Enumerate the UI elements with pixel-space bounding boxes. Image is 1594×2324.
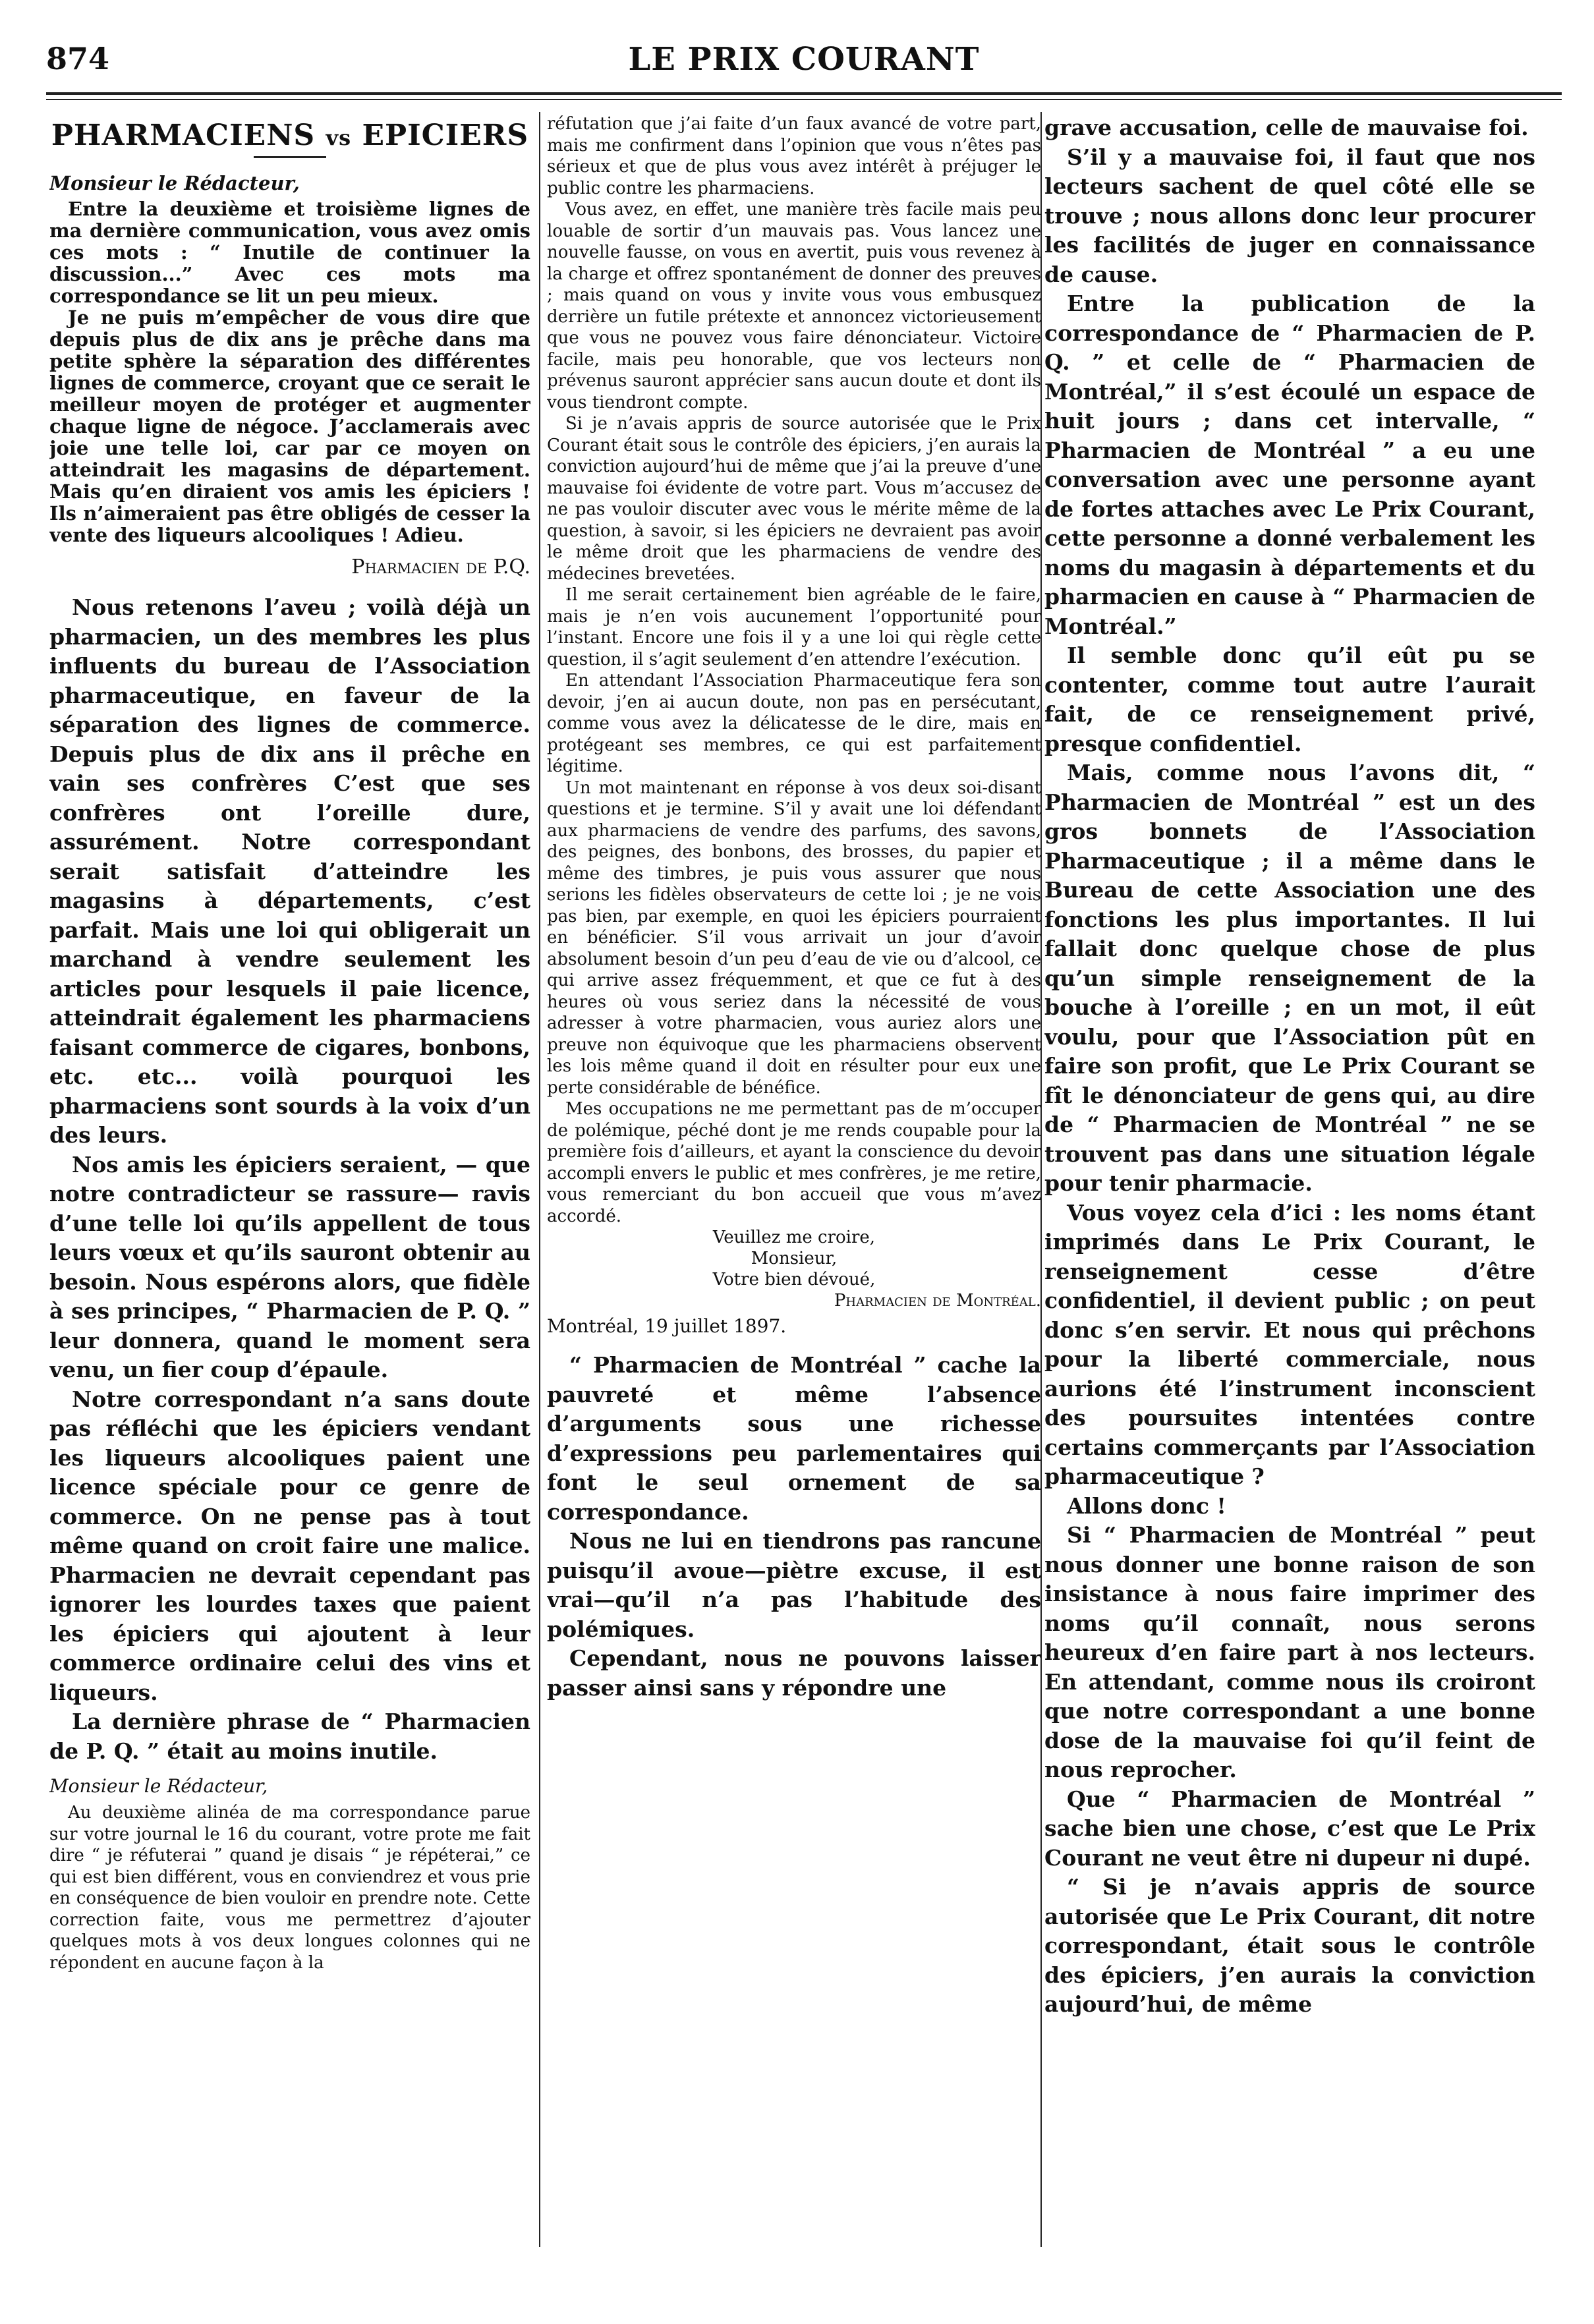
closing-line: Veuillez me croire, (712, 1228, 876, 1247)
letter-paragraph: Si je n’avais appris de source autorisée que le Prix Courant était sous le contrôle des épiciers, j’en aurais la conviction aujourd’hui de même que j’ai la preuve d’une mauvaise foi évidente de votre part. Vous m’accusez de ne pas vouloir discuter avec vous le mérite même de la question, à savoir, si les épiciers ne devraient pas avoir le même droit que les pharmaciens de vendre des médecines brevetées. (547, 414, 1041, 584)
article-headline (49, 119, 530, 152)
letter-paragraph: Il me serait certainement bien agréable de le faire, mais je n’en vois aucunement l’opportunité pour l’instant. Encore une fois il y a une loi qui règle cette question, il s’agit seulement d’en attendre l’exécution. (547, 585, 1041, 669)
letter-signature: Pharmacien de Montréal. (834, 1291, 1041, 1311)
closing-line: Votre bien dévoué, (712, 1270, 876, 1290)
closing-line: Monsieur, (751, 1249, 838, 1268)
body-paragraph: Vous voyez cela d’ici : les noms étant imprimés dans Le Prix Courant, le renseignement cesse d’être confidentiel, il devient public ; on peut donc s’en servir. Et nous qui prêchons pour la liberté commerciale, nous aurions été l’instrument inconscient des poursuites intentées contre certains commerçants par l’Association pharmaceutique ? (1044, 1199, 1535, 1489)
letter-closing (547, 1227, 1041, 1290)
letter-salutation: Monsieur le Rédacteur, (49, 1775, 268, 1797)
column-1 (49, 113, 530, 2248)
page-number: 874 (46, 41, 110, 76)
editorial-response-continued (1044, 113, 1535, 2020)
header-rule (46, 92, 1562, 95)
editorial-reply (49, 593, 530, 1766)
column-2 (547, 113, 1041, 2248)
body-paragraph: grave accusation, celle de mauvaise foi. (1044, 115, 1529, 140)
body-paragraph: Que “ Pharmacien de Montréal ” sache bien une chose, c’est que Le Prix Courant ne veut être ni dupeur ni dupé. (1044, 1786, 1535, 1871)
headline-right: EPICIERS (362, 119, 529, 152)
body-paragraph: Si “ Pharmacien de Montréal ” peut nous donner une bonne raison de son insistance à nous faire imprimer des noms qu’il connaît, nous serons heureux d’en faire part à nos lecteurs. En attendant, comme nous ils croiront que notre correspondant a une bonne dose de la mauvaise foi qu’il feint de nous reprocher. (1044, 1522, 1535, 1782)
body-paragraph: “ Pharmacien de Montréal ” cache la pauvreté et même l’absence d’arguments sous une richesse d’expressions peu parlementaires qui font le seul ornement de sa correspondance. (547, 1352, 1041, 1525)
column-3 (1044, 113, 1535, 2248)
headline-vs: vs (326, 125, 352, 150)
body-paragraph: Nos amis les épiciers seraient, — que notre contradicteur se rassure— ravis d’une telle loi qu’ils appellent de tous leurs vœux et qu’ils sauront obtenir au besoin. Nous espérons alors, que fidèle à ses principes, “ Pharmacien de P. Q. ” leur donnera, quand le moment sera venu, un fier coup d’épaule. (49, 1151, 530, 1382)
letter-paragraph: En attendant l’Association Pharmaceutique fera son devoir, j’en ai aucun doute, non pas en persécutant, comme vous avez la délicatesse de le dire, mais en protégeant ses membres, ce qui est parfaitement légitime. (547, 671, 1041, 776)
body-paragraph: Cependant, nous ne pouvons laisser passer ainsi sans y répondre une (547, 1645, 1041, 1701)
letter-signature: Pharmacien de P.Q. (351, 555, 530, 579)
journal-title: LE PRIX COURANT (628, 41, 980, 78)
letter-pharmacien-pq (49, 173, 530, 546)
body-paragraph: Nous ne lui en tiendrons pas rancune puisqu’il avoue—piètre excuse, il est vrai—qu’il n’a pas l’habitude des polémiques. (547, 1528, 1041, 1642)
letter-salutation: Monsieur le Rédacteur, (49, 172, 300, 194)
body-paragraph: “ Si je n’avais appris de source autorisée que Le Prix Courant, dit notre correspondant, était sous le contrôle des épiciers, j’en aurais la conviction aujourd’hui, de même (1044, 1874, 1535, 2017)
body-paragraph: Mais, comme nous l’avons dit, “ Pharmacien de Montréal ” est un des gros bonnets de l’Association Pharmaceutique ; il a même dans le Bureau de cette Association une des fonctions les plus importantes. Il lui fallait donc quelque chose de plus qu’un simple renseignement de la bouche à l’oreille ; en un mot, il eût voulu, pour que l’Association pût en faire son profit, que Le Prix Courant se fît le dénonciateur de gens qui, au dire de “ Pharmacien de Montréal ” ne se trouvent pas dans une situation légale pour tenir pharmacie. (1044, 760, 1535, 1196)
body-paragraph: S’il y a mauvaise foi, il faut que nos lecteurs sachent de quel côté elle se trouve ; nous allons donc leur procurer les facilités de juger en connaissance de cause. (1044, 144, 1535, 287)
body-paragraph: Entre la publication de la correspondance de “ Pharmacien de P. Q. ” et celle de “ Pharmacien de Montréal,” il s’est écoulé un espace de huit jours ; dans cet intervalle, “ Pharmacien de Montréal ” a eu une conversation avec une personne ayant de fortes attaches avec Le Prix Courant, cette personne a donné verbalement les noms du magasin à départements et du pharmacien en cause à “ Pharmacien de Montréal.” (1044, 291, 1535, 639)
column-divider (539, 112, 540, 2247)
letter-paragraph: Entre la deuxième et troisième lignes de ma dernière communication, vous avez omis ces mots : “ Inutile de continuer la discussion...” Avec ces mots ma correspondance se lit un peu mieux. (49, 198, 530, 307)
page-header (46, 41, 1562, 87)
body-paragraph: La dernière phrase de “ Pharmacien de P. Q. ” était au moins inutile. (49, 1709, 530, 1764)
letter-pharmacien-montreal-part1 (49, 1802, 530, 1973)
letter-paragraph: Mes occupations ne me permettant pas de m’occuper de polémique, péché dont je me rends coupable pour la première fois d’ailleurs, et ayant la conscience du devoir accompli envers le public et mes confrères, je me retire, vous remerciant du bon accueil que vous m’avez accordé. (547, 1099, 1041, 1226)
letter-pharmacien-montreal-part2 (547, 113, 1041, 1227)
body-paragraph: Nous retenons l’aveu ; voilà déjà un pharmacien, un des membres les plus influents du bureau de l’Association pharmaceutique, en faveur de la séparation des lignes de commerce. Depuis plus de dix ans il prêche en vain ses confrères C’est que ses confrères ont l’oreille dure, assurément. Notre correspondant serait satisfait d’atteindre les magasins à départements, c’est parfait. Mais une loi qui obligerait un marchand à vendre seulement les articles pour lesquels il paie licence, atteindrait également les pharmaciens faisant commerce de cigares, bonbons, etc. etc... voilà pourquoi les pharmaciens sont sourds à la voix d’un des leurs. (49, 594, 530, 1148)
editorial-response (547, 1351, 1041, 1703)
letter-paragraph: Je ne puis m’empêcher de vous dire que depuis plus de dix ans je prêche dans ma petite sphère la séparation des différentes lignes de commerce, croyant que ce serait le meilleur moyen de protéger et augmenter chaque ligne de négoce. J’acclamerais avec joie une telle loi, car par ce moyen on atteindrait les magasins de département. Mais qu’en diraient vos amis les épiciers ! Ils n’aimeraient pas être obligés de cesser la vente des liqueurs alcooliques ! Adieu. (49, 306, 530, 546)
headline-rule (254, 156, 326, 158)
letter-paragraph: Un mot maintenant en réponse à vos deux soi-disant questions et je termine. S’il y avait une loi défendant aux pharmaciens de vendre des parfums, des savons, des peignes, des bonbons, des brosses, du papier et même des timbres, je puis vous assurer que nous serions les fidèles observateurs de cette loi ; je ne vois pas bien, par exemple, en quoi les épiciers pourraient en bénéficier. S’il vous arrivait un jour d’avoir absolument besoin d’un peu d’eau de vie ou d’alcool, ce qui arrive assez fréquemment, et que ce fut à des heures où vous seriez dans la nécessité de vous adresser à votre pharmacien, vous auriez alors une preuve non équivoque que les pharmaciens observent les lois même quand il doit en résulter pour eux une perte considérable de bénéfice. (547, 778, 1041, 1098)
letter-dateline: Montréal, 19 juillet 1897. (547, 1315, 787, 1337)
letter-paragraph: réfutation que j’ai faite d’un faux avancé de votre part, mais me confirment dans l’opinion que vous n’êtes pas sérieux et que de plus vous avez intérêt à préjuger le public contre les pharmaciens. (547, 114, 1041, 198)
body-paragraph: Il semble donc qu’il eût pu se contenter, comme tout autre l’aurait fait, de ce renseignement privé, presque confidentiel. (1044, 642, 1535, 756)
body-paragraph: Notre correspondant n’a sans doute pas réfléchi que les épiciers vendant les liqueurs alcooliques paient une licence spéciale pour ce genre de commerce. On ne pense pas à tout même quand on croit faire une malice. Pharmacien ne devrait cependant pas ignorer les lourdes taxes que paient les épiciers qui ajoutent à leur commerce ordinaire celui des vins et liqueurs. (49, 1386, 530, 1705)
letter-paragraph: Au deuxième alinéa de ma correspondance parue sur votre journal le 16 du courant, votre prote me fait dire “ je réfuterai ” quand je disais “ je répéterai,” ce qui est bien différent, vous en conviendrez et vous prie en conséquence de bien vouloir en prendre note. Cette correction faite, vous me permettrez d’ajouter quelques mots à vos deux longues colonnes qui ne répondent en aucune façon à la (49, 1803, 530, 1973)
body-paragraph: Allons donc ! (1067, 1492, 1226, 1519)
header-rule-thin (46, 99, 1562, 100)
letter-paragraph: Vous avez, en effet, une manière très facile mais peu louable de sortir d’un mauvais pas. Vous lancez une nouvelle fausse, on vous en avertit, puis vous revenez à la charge et offrez spontanément de donner des preuves ; mais quand on vous y invite vous vous embusquez derrière un futile prétexte et annoncez victorieusement que vous ne pouvez vous faire dénonciateur. Victoire facile, mais peu honorable, que vos lecteurs non prévenus sauront apprécier sans aucun doute et dont ils vous tiendront compte. (547, 200, 1041, 412)
headline-left: PHARMACIENS (51, 119, 316, 152)
